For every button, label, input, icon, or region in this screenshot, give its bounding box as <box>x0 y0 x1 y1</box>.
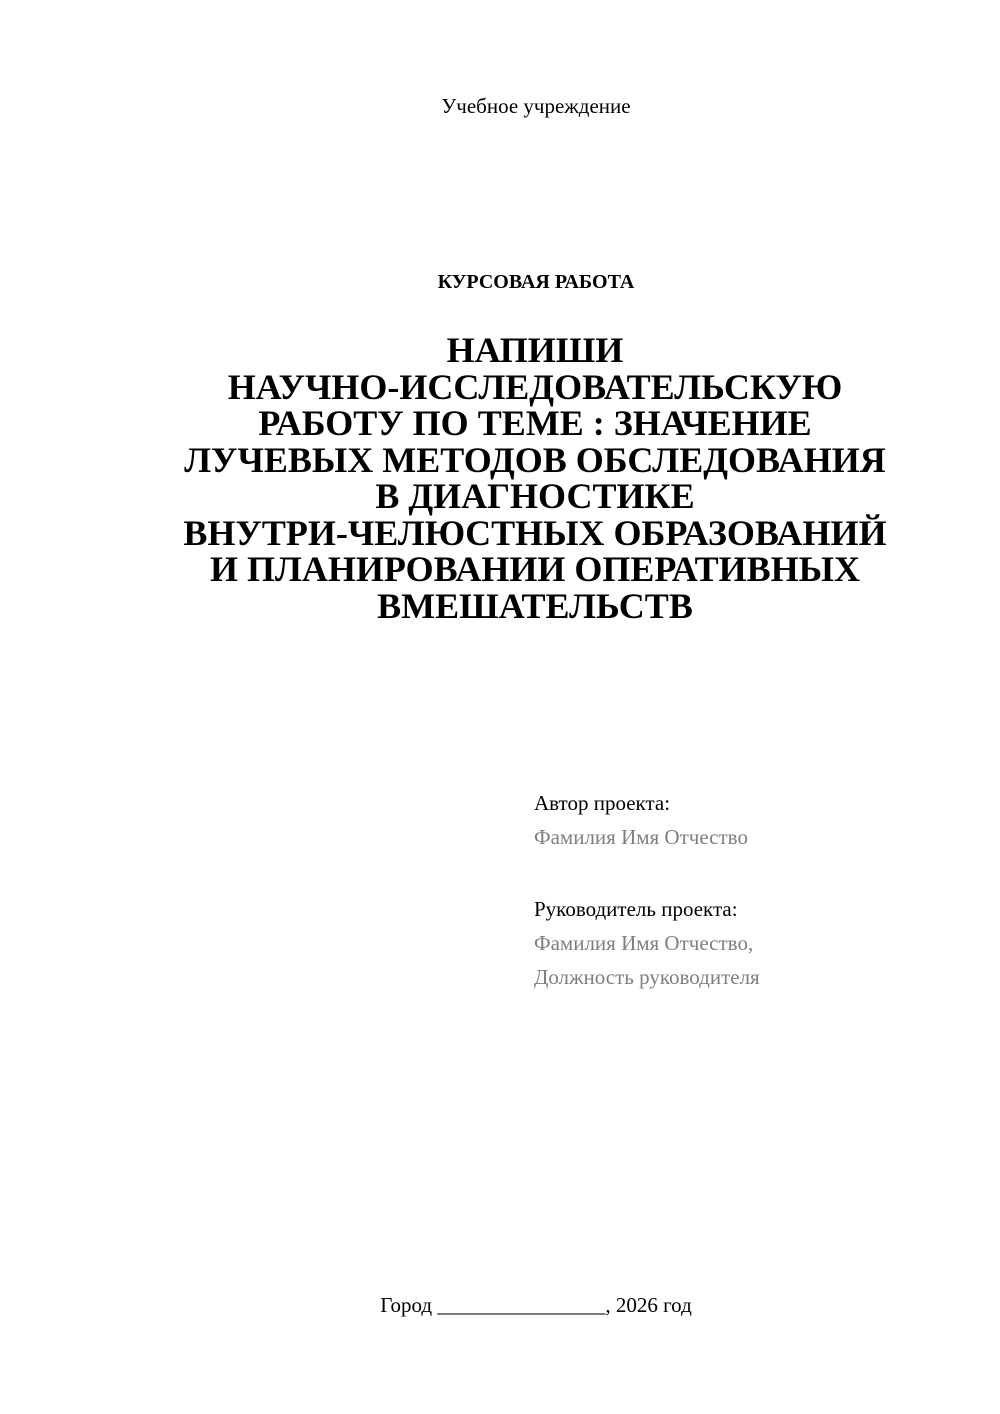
author-name: Фамилия Имя Отчество <box>534 825 748 849</box>
title-line: В ДИАГНОСТИКЕ <box>375 476 695 516</box>
institution-name: Учебное учреждение <box>441 94 631 118</box>
title-line: И ПЛАНИРОВАНИИ ОПЕРАТИВНЫХ <box>210 549 860 589</box>
author-label: Автор проекта: <box>534 791 671 815</box>
supervisor-block <box>534 892 974 994</box>
title-line: ВМЕШАТЕЛЬСТВ <box>377 585 693 626</box>
supervisor-label: Руководитель проекта: <box>534 897 738 921</box>
work-type-heading: КУРСОВАЯ РАБОТА <box>437 271 635 293</box>
supervisor-name: Фамилия Имя Отчество, <box>534 931 754 955</box>
title-line: ЛУЧЕВЫХ МЕТОДОВ ОБСЛЕДОВАНИЯ <box>184 439 886 480</box>
supervisor-position: Должность руководителя <box>534 965 760 989</box>
city-year-line: Город ________________, 2026 год <box>380 1293 692 1317</box>
author-block <box>534 786 974 854</box>
title-line: НАУЧНО-ИССЛЕДОВАТЕЛЬСКУЮ <box>227 366 843 407</box>
title-line: ВНУТРИ-ЧЕЛЮСТНЫХ ОБРАЗОВАНИЙ <box>183 512 887 553</box>
title-line: РАБОТУ ПО ТЕМЕ : ЗНАЧЕНИЕ <box>258 403 812 443</box>
work-title <box>140 332 930 624</box>
title-line: НАПИШИ <box>446 330 624 370</box>
